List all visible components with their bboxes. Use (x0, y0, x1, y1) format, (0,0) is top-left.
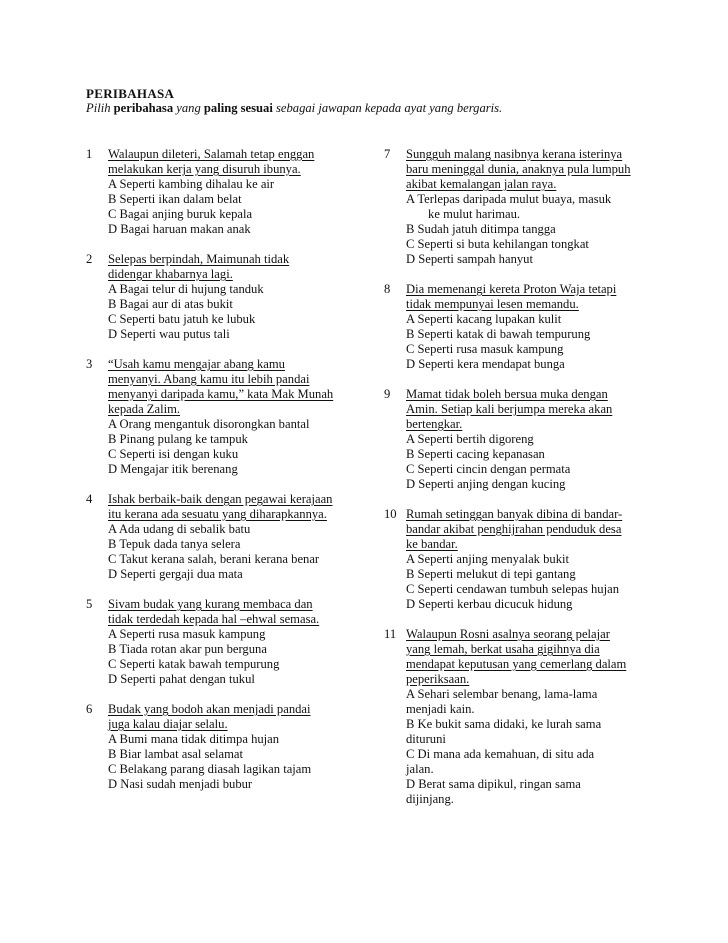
option-a[interactable]: A Seperti bertih digoreng (406, 432, 534, 446)
question-number: 6 (86, 702, 93, 716)
question-stem: Amin. Setiap kali berjumpa mereka akan (406, 402, 613, 416)
option-b[interactable]: B Seperti katak di bawah tempurung (406, 327, 591, 341)
question-stem: kepada Zalim. (108, 402, 181, 416)
option-d[interactable]: D Bagai haruan makan anak (108, 222, 251, 236)
option-b[interactable]: B Seperti cacing kepanasan (406, 447, 545, 461)
question-stem: menyanyi. Abang kamu itu lebih pandai (108, 372, 310, 386)
option-b[interactable]: B Ke bukit sama didaki, ke lurah sama (406, 717, 602, 731)
instruction-bold: peribahasa (113, 101, 174, 115)
option-b-continued: dituruni (406, 732, 446, 746)
question-6 (86, 702, 386, 792)
instruction-bold: paling sesuai (203, 101, 273, 115)
question-stem: bertengkar. (406, 417, 463, 431)
question-stem: tidak terdedah kepada hal –ehwal semasa. (108, 612, 320, 626)
option-b[interactable]: B Tiada rotan akar pun berguna (108, 642, 267, 656)
option-c[interactable]: C Seperti batu jatuh ke lubuk (108, 312, 256, 326)
option-c[interactable]: C Bagai anjing buruk kepala (108, 207, 253, 221)
option-d[interactable]: D Nasi sudah menjadi bubur (108, 777, 253, 791)
question-stem: didengar khabarnya lagi. (108, 267, 233, 281)
question-stem: juga kalau diajar selalu. (108, 717, 228, 731)
option-a[interactable]: A Ada udang di sebalik batu (108, 522, 251, 536)
question-stem: bandar akibat penghijrahan penduduk desa (406, 522, 622, 536)
question-4 (86, 492, 386, 582)
instruction-part: sebagai jawapan kepada ayat yang bergaris. (272, 101, 503, 115)
question-1 (86, 147, 386, 237)
question-stem: Sivam budak yang kurang membaca dan (108, 597, 313, 611)
question-stem: melakukan kerja yang disuruh ibunya. (108, 162, 301, 176)
option-a[interactable]: A Bagai telur di hujung tanduk (108, 282, 264, 296)
question-stem: tidak mempunyai lesen memandu. (406, 297, 579, 311)
question-stem: baru meninggal dunia, anaknya pula lumpuh (406, 162, 631, 176)
question-number: 3 (86, 357, 93, 371)
question-number: 5 (86, 597, 93, 611)
option-a[interactable]: A Terlepas daripada mulut buaya, masuk (406, 192, 612, 206)
question-number: 9 (384, 387, 391, 401)
question-number: 8 (384, 282, 391, 296)
option-a-continued: ke mulut harimau. (406, 207, 521, 221)
instruction-text (86, 101, 502, 116)
option-c-continued: jalan. (406, 762, 434, 776)
question-stem: menyanyi daripada kamu,” kata Mak Munah (108, 387, 334, 401)
option-a[interactable]: A Orang mengantuk disorongkan bantal (108, 417, 310, 431)
option-b[interactable]: B Seperti melukut di tepi gantang (406, 567, 576, 581)
left-column (86, 147, 386, 792)
question-number: 2 (86, 252, 93, 266)
question-stem: itu kerana ada sesuatu yang diharapkannya. (108, 507, 327, 521)
option-d[interactable]: D Seperti pahat dengan tukul (108, 672, 255, 686)
option-a[interactable]: A Sehari selembar benang, lama-lama (406, 687, 598, 701)
option-c[interactable]: C Seperti isi dengan kuku (108, 447, 239, 461)
option-d[interactable]: D Seperti kera mendapat bunga (406, 357, 565, 371)
option-b[interactable]: B Tepuk dada tanya selera (108, 537, 241, 551)
question-stem: Rumah setinggan banyak dibina di bandar- (406, 507, 623, 521)
question-stem: Ishak berbaik-baik dengan pegawai kerajaan (108, 492, 333, 506)
option-a[interactable]: A Seperti rusa masuk kampung (108, 627, 266, 641)
option-d-continued: dijinjang. (406, 792, 454, 806)
instruction-part: Pilih (86, 101, 114, 115)
option-c[interactable]: C Seperti rusa masuk kampung (406, 342, 564, 356)
option-b[interactable]: B Pinang pulang ke tampuk (108, 432, 248, 446)
question-5 (86, 597, 386, 687)
question-stem: Budak yang bodoh akan menjadi pandai (108, 702, 311, 716)
question-stem: Dia memenangi kereta Proton Waja tetapi (406, 282, 617, 296)
question-stem: Walaupun dileteri, Salamah tetap enggan (108, 147, 315, 161)
option-d[interactable]: D Seperti kerbau dicucuk hidung (406, 597, 573, 611)
option-d[interactable]: D Seperti wau putus tali (108, 327, 230, 341)
option-a[interactable]: A Seperti kambing dihalau ke air (108, 177, 275, 191)
question-stem: peperiksaan. (406, 672, 470, 686)
option-a[interactable]: A Bumi mana tidak ditimpa hujan (108, 732, 280, 746)
question-stem: Sungguh malang nasibnya kerana isterinya (406, 147, 623, 161)
question-stem: ke bandar. (406, 537, 458, 551)
option-b[interactable]: B Sudah jatuh ditimpa tangga (406, 222, 556, 236)
instruction-part: yang (173, 101, 204, 115)
question-11 (384, 627, 674, 807)
question-stem: Selepas berpindah, Maimunah tidak (108, 252, 290, 266)
question-number: 10 (384, 507, 397, 521)
question-number: 1 (86, 147, 93, 161)
option-c[interactable]: C Di mana ada kemahuan, di situ ada (406, 747, 595, 761)
option-d[interactable]: D Mengajar itik berenang (108, 462, 238, 476)
question-stem: Walaupun Rosni asalnya seorang pelajar (406, 627, 610, 641)
question-number: 7 (384, 147, 391, 161)
option-c[interactable]: C Belakang parang diasah lagikan tajam (108, 762, 312, 776)
option-c[interactable]: C Seperti si buta kehilangan tongkat (406, 237, 589, 251)
page-title: PERIBAHASA (86, 86, 175, 101)
question-stem: mendapat keputusan yang cemerlang dalam (406, 657, 627, 671)
option-d[interactable]: D Seperti gergaji dua mata (108, 567, 243, 581)
option-a-continued: menjadi kain. (406, 702, 475, 716)
option-c[interactable]: C Seperti katak bawah tempurung (108, 657, 280, 671)
question-number: 4 (86, 492, 93, 506)
question-2 (86, 252, 386, 342)
option-b[interactable]: B Bagai aur di atas bukit (108, 297, 233, 311)
option-b[interactable]: B Biar lambat asal selamat (108, 747, 243, 761)
question-stem: yang lemah, berkat usaha gigihnya dia (406, 642, 600, 656)
option-c[interactable]: C Takut kerana salah, berani kerana benar (108, 552, 320, 566)
question-stem: “Usah kamu mengajar abang kamu (108, 357, 285, 371)
question-3 (86, 357, 386, 477)
option-a[interactable]: A Seperti kacang lupakan kulit (406, 312, 562, 326)
question-number: 11 (384, 627, 397, 641)
option-d[interactable]: D Seperti anjing dengan kucing (406, 477, 566, 491)
option-d[interactable]: D Seperti sampah hanyut (406, 252, 533, 266)
option-c[interactable]: C Seperti cendawan tumbuh selepas hujan (406, 582, 619, 596)
question-7 (384, 147, 674, 267)
right-column (384, 147, 674, 807)
option-d[interactable]: D Berat sama dipikul, ringan sama (406, 777, 581, 791)
question-8 (384, 282, 674, 372)
question-10 (384, 507, 674, 612)
question-stem: Mamat tidak boleh bersua muka dengan (406, 387, 608, 401)
option-c[interactable]: C Seperti cincin dengan permata (406, 462, 571, 476)
question-9 (384, 387, 674, 492)
option-b[interactable]: B Seperti ikan dalam belat (108, 192, 242, 206)
option-a[interactable]: A Seperti anjing menyalak bukit (406, 552, 569, 566)
question-stem: akibat kemalangan jalan raya. (406, 177, 557, 191)
